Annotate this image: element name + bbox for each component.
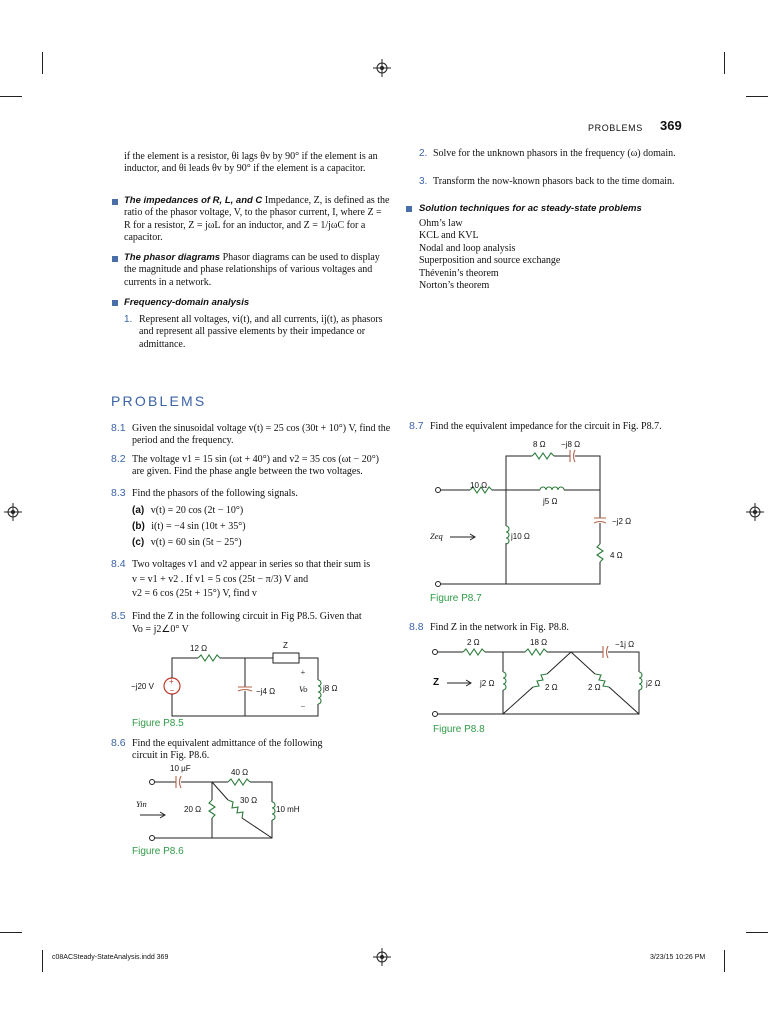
capacitor-minus-j4	[238, 687, 252, 691]
problem-8-4-number: 8.4	[111, 558, 126, 570]
p87-resistor-8-label: 8 Ω	[533, 440, 546, 449]
step-3-text: Transform the now-known phasors back to the time domain.	[433, 176, 675, 187]
crop-mark	[724, 950, 725, 972]
crop-mark	[42, 950, 43, 972]
footer-file-slug: c08ACSteady-StateAnalysis.indd 369	[52, 954, 169, 961]
problems-heading: PROBLEMS	[111, 393, 207, 409]
problem-8-3a	[132, 505, 243, 517]
resistor-40-ohm	[228, 779, 250, 785]
crop-mark	[746, 96, 768, 97]
p87-inductor-j10-label: j10 Ω	[511, 532, 530, 541]
step-3-number: 3.	[419, 176, 428, 187]
problem-8-5-line-1: Find the Z in the following circuit in Fig P8.5. Given that	[132, 611, 362, 622]
figure-p8-8-caption: Figure P8.8	[433, 724, 485, 735]
problem-8-5-number: 8.5	[111, 610, 126, 622]
problem-8-6-number: 8.6	[111, 737, 126, 749]
p85-source-label: −j20 V	[131, 682, 154, 691]
summary-intro: if the element is a resistor, θi lags θv by 90° if the element is an inductor, and θi leads θv by 90° if the element is a capacitor.	[124, 151, 378, 175]
impedance-z-box	[273, 653, 299, 663]
inductor-j2-left	[503, 672, 506, 690]
registration-mark-left	[4, 503, 22, 521]
figure-p8-7-caption: Figure P8.7	[430, 593, 482, 604]
figure-p8-5-caption: Figure P8.5	[132, 718, 184, 729]
figure-p8-6-caption: Figure P8.6	[132, 846, 184, 857]
step-1-text: Represent all voltages, vi(t), and all currents, ij(t), as phasors and represent all passive elements by their impedance or admittance.	[139, 314, 383, 350]
problem-8-4-line-2: v = v1 + v2 . If v1 = 5 cos (25t − π/3) V and	[132, 574, 309, 585]
phasor-body: Phasor diagrams can be used to display the magnitude and phase relationships of various voltages and currents in a network.	[124, 252, 380, 288]
crop-mark	[0, 96, 22, 97]
phasor-title: The phasor diagrams	[124, 252, 221, 263]
p85-minus: −	[300, 701, 306, 711]
p85-plus: +	[300, 667, 306, 677]
crop-mark	[42, 52, 43, 74]
resistor-2-ohm-top	[463, 649, 485, 655]
capacitor-minus-1j	[603, 646, 608, 658]
crop-mark	[746, 932, 768, 933]
p85-inductor-label: j8 Ω	[323, 684, 338, 693]
resistor-12-ohm	[198, 655, 220, 661]
p86-resistor-20-label: 20 Ω	[184, 805, 202, 814]
step-2-text: Solve for the unknown phasors in the frequency (ω) domain.	[433, 148, 676, 159]
p86-inductor-label: 10 mH	[276, 805, 300, 814]
p87-capacitor-j8-label: −j8 Ω	[561, 440, 581, 449]
figure-p8-7-circuit	[420, 448, 620, 588]
running-header-section: PROBLEMS	[588, 123, 643, 133]
list-item: KCL and KVL	[419, 230, 479, 242]
part-text: i(t) = −4 sin (10t + 35°)	[151, 521, 246, 532]
step-2-number: 2.	[419, 148, 428, 159]
svg-text:−: −	[169, 686, 175, 695]
p88-resistor-2-left-label: 2 Ω	[545, 683, 558, 692]
page-number: 369	[660, 118, 682, 133]
list-item: Ohm’s law	[419, 218, 463, 229]
p88-capacitor-label: −1j Ω	[615, 640, 635, 649]
p87-inductor-j5-label: j5 Ω	[543, 497, 558, 506]
problem-8-7-number: 8.7	[409, 420, 424, 432]
bullet-square	[112, 300, 118, 306]
p85-resistor-label: 12 Ω	[190, 644, 208, 653]
impedances-body: Impedance, Z, is defined as the ratio of the phasor voltage, V, to the phasor current, I, where Z = R for a resistor, Z = jωL for an inductor, and Z = 1/jωC for a capacitor.	[124, 195, 390, 244]
bullet-square	[112, 199, 118, 205]
problem-8-3-number: 8.3	[111, 487, 126, 499]
inductor-j5	[540, 487, 564, 490]
figure-p8-8-circuit	[425, 642, 675, 722]
voltage-source	[164, 677, 180, 695]
problem-8-2-number: 8.2	[111, 453, 126, 465]
list-item: Nodal and loop analysis	[419, 242, 516, 254]
p85-capacitor-label: −j4 Ω	[256, 687, 276, 696]
p88-inductor-right-label: j2 Ω	[646, 679, 661, 688]
figure-p8-6-circuit	[140, 770, 290, 845]
p87-capacitor-j2-label: −j2 Ω	[612, 517, 632, 526]
problem-8-5-line-2: Vo = j2∠0° V	[132, 624, 189, 635]
p88-inductor-left-label: j2 Ω	[480, 679, 495, 688]
part-text: v(t) = 20 cos (2t − 10°)	[150, 505, 244, 516]
registration-mark-bottom	[373, 948, 391, 966]
part-label: (c)	[132, 537, 145, 548]
problem-8-4-line-3: v2 = 6 cos (25t + 15°) V, find v	[132, 588, 257, 599]
p86-resistor-40-label: 40 Ω	[231, 768, 249, 777]
resistor-8-ohm	[532, 453, 554, 459]
problem-8-2-text: The voltage v1 = 15 sin (ωt + 40°) and v2 = 35 cos (ωt − 20°) are given. Find the phase angle between the two voltages.	[132, 454, 380, 478]
p85-z-label: Z	[283, 641, 288, 650]
problem-8-3c	[132, 537, 242, 549]
step-1-number: 1.	[124, 314, 133, 325]
p88-resistor-18-label: 18 Ω	[530, 638, 548, 647]
capacitor-minus-j8	[570, 450, 575, 462]
problem-8-1-number: 8.1	[111, 422, 126, 434]
resistor-4-ohm	[597, 544, 603, 562]
p86-capacitor-label: 10 μF	[170, 764, 191, 773]
list-item: Superposition and source exchange	[419, 255, 561, 267]
p87-resistor-10-label: 10 Ω	[470, 481, 488, 490]
bullet-square	[406, 206, 412, 212]
inductor-j8	[318, 680, 321, 704]
resistor-20-ohm	[209, 800, 215, 818]
figure-p8-5-circuit	[120, 638, 360, 720]
problem-8-6-text: Find the equivalent admittance of the following circuit in Fig. P8.6.	[132, 738, 323, 762]
part-label: (b)	[132, 521, 145, 532]
inductor-10mh	[272, 802, 275, 820]
p86-resistor-30-label: 30 Ω	[240, 796, 258, 805]
problem-8-4-line-1: Two voltages v1 and v2 appear in series so that their sum is	[132, 559, 371, 570]
inductor-j10	[506, 526, 509, 544]
problem-8-3b	[132, 521, 246, 533]
p87-resistor-4-label: 4 Ω	[610, 551, 623, 560]
inductor-j2-right	[639, 672, 642, 690]
list-item: Thévenin’s theorem	[419, 267, 499, 279]
problem-8-8-number: 8.8	[409, 621, 424, 633]
frequency-domain-title: Frequency-domain analysis	[124, 297, 250, 308]
footer-date-slug: 3/23/15 10:26 PM	[650, 954, 706, 961]
p88-resistor-2-top-label: 2 Ω	[467, 638, 480, 647]
p88-resistor-2-right-label: 2 Ω	[588, 683, 601, 692]
impedances-title: The impedances of R, L, and C	[124, 195, 263, 206]
problem-8-8-text: Find Z in the network in Fig. P8.8.	[430, 622, 569, 633]
problem-8-7-text: Find the equivalent impedance for the circuit in Fig. P8.7.	[430, 421, 662, 432]
p88-z-label: Z	[433, 677, 440, 688]
phasor-paragraph	[124, 252, 390, 289]
part-text: v(t) = 60 sin (5t − 25°)	[150, 537, 242, 548]
capacitor-10uf	[176, 776, 181, 788]
capacitor-minus-j2	[594, 518, 606, 523]
bullet-square	[112, 256, 118, 262]
list-item: Norton’s theorem	[419, 280, 490, 292]
impedances-paragraph	[124, 195, 390, 245]
crop-mark	[724, 52, 725, 74]
p86-yin-label: Yin	[136, 799, 147, 809]
problem-8-1-text: Given the sinusoidal voltage v(t) = 25 cos (30t + 10°) V, find the period and the frequency.	[132, 423, 391, 447]
crop-mark	[0, 932, 22, 933]
part-label: (a)	[132, 505, 145, 516]
svg-text:+: +	[169, 677, 174, 686]
problem-8-3-text: Find the phasors of the following signals.	[132, 488, 298, 499]
resistor-18-ohm	[525, 649, 547, 655]
p85-vo-label: Vo	[299, 684, 308, 694]
techniques-list	[419, 218, 560, 292]
registration-mark-right	[746, 503, 764, 521]
p87-zeq-label: Zeq	[430, 531, 443, 541]
registration-mark-top	[373, 59, 391, 77]
solution-techniques-title: Solution techniques for ac steady-state problems	[419, 203, 642, 214]
